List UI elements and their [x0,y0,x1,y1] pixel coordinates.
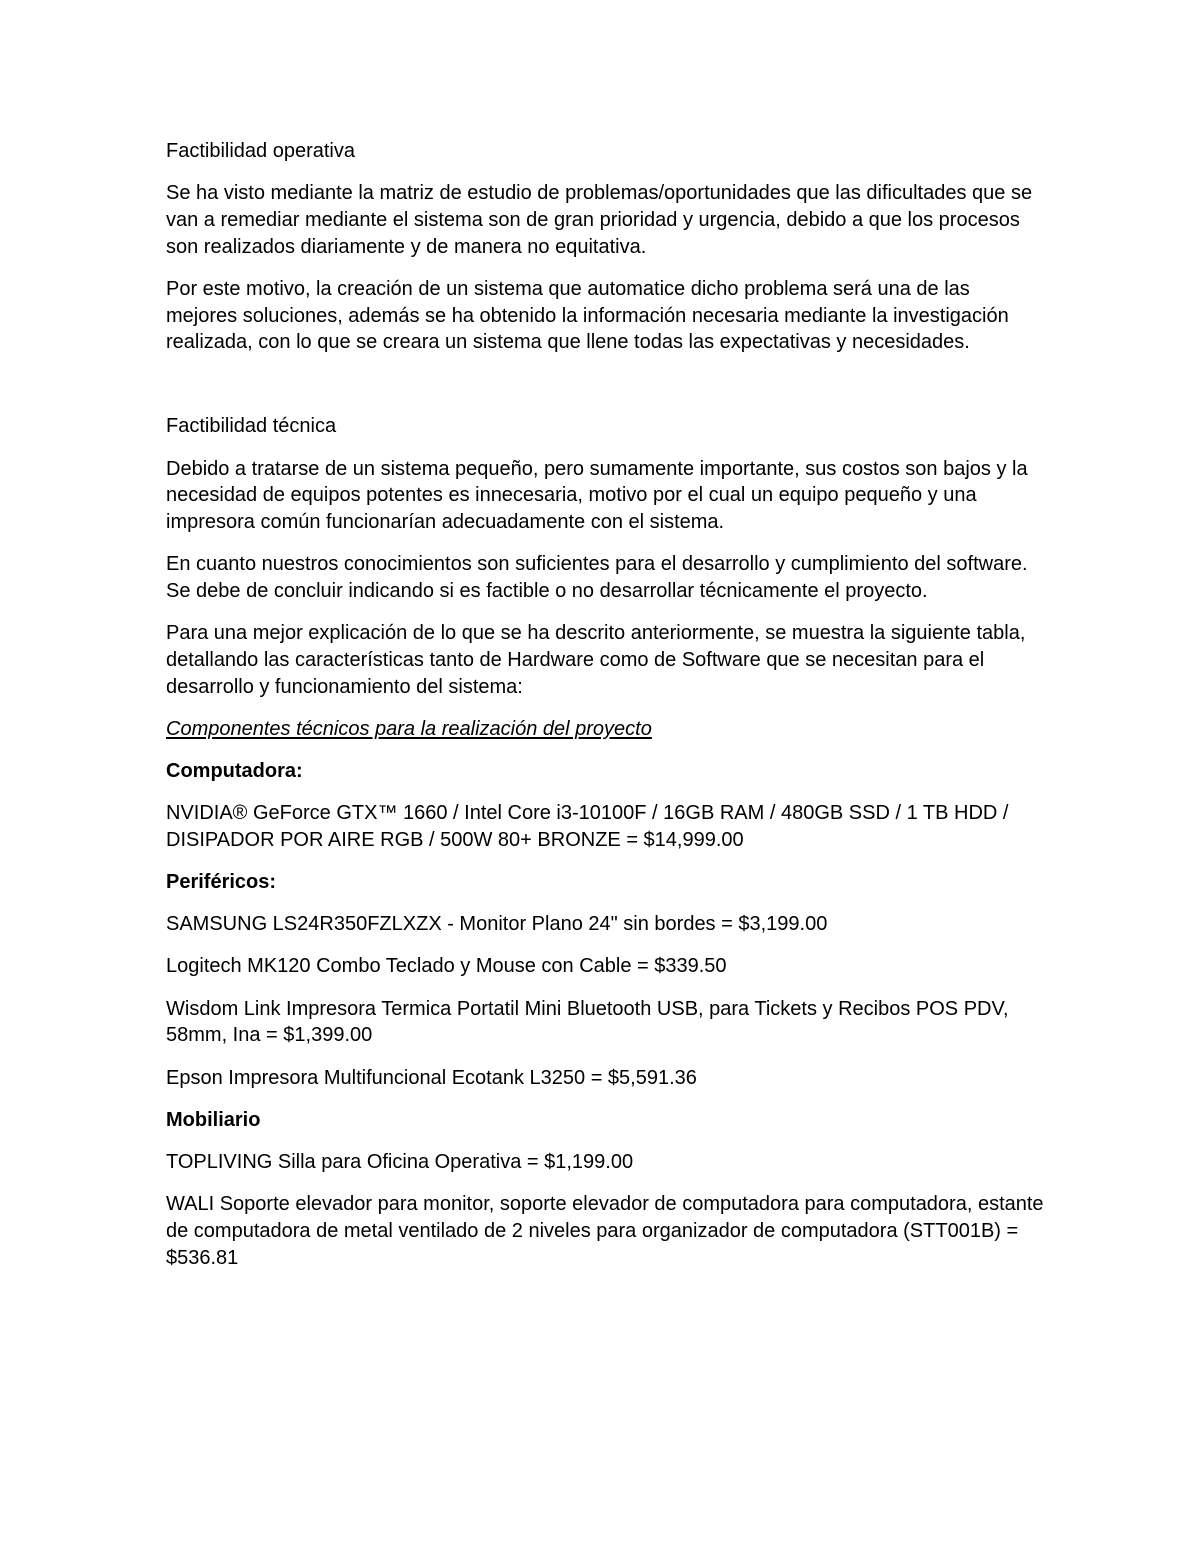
paragraph-tecnica-1: Debido a tratarse de un sistema pequeño, pero sumamente importante, sus costos son bajos y la necesidad de equipos potentes es innecesaria, motivo por el cual un equipo pequeño y una impresora común funcionarían adecuadamente con el sistema. [166,457,1028,534]
paragraph-operativa-1: Se ha visto mediante la matriz de estudio de problemas/oportunidades que las dificultades que se van a remediar mediante el sistema son de gran prioridad y urgencia, debido a que los procesos son realizados diariamente y de manera no equitativa. [166,182,1033,258]
section-spacer [166,371,1046,413]
paragraph-tecnica-2: En cuanto nuestros conocimientos son suficientes para el desarrollo y cumplimiento del software. Se debe de concluir indicando si es factible o no desarrollar técnicamente el proyecto. [166,553,1028,602]
paragraph-tecnica-3: Para una mejor explicación de lo que se ha descrito anteriormente, se muestra la siguiente tabla, detallando las características tanto de Hardware como de Software que se necesitan para el desarrollo y funcionamiento del sistema: [166,622,1026,698]
section-heading-operativa: Factibilidad operativa [166,140,355,162]
components-title [166,716,1046,743]
components-title-text: Componentes técnicos para la realización del proyecto [166,717,652,740]
periferico-item-impresora-termica: Wisdom Link Impresora Termica Portatil Mini Bluetooth USB, para Tickets y Recibos POS PDV, 58mm, Ina = $1,399.00 [166,997,1009,1047]
mobiliario-item-soporte: WALI Soporte elevador para monitor, soporte elevador de computadora para computadora, estante de computadora de metal ventilado de 2 niveles para organizador de computadora (STT001B) = $536.81 [166,1193,1044,1269]
section-heading-tecnica: Factibilidad técnica [166,415,337,438]
perifericos-label: Periféricos: [166,871,277,894]
mobiliario-item-silla: TOPLIVING Silla para Oficina Operativa = $1,199.00 [166,1150,634,1173]
paragraph-operativa-2: Por este motivo, la creación de un sistema que automatice dicho problema será una de las mejores soluciones, además se ha obtenido la información necesaria mediante la investigación realizada, con lo que se creara un sistema que llene todas las expectativas y necesidades. [166,277,1009,354]
mobiliario-label: Mobiliario [166,1108,261,1131]
computadora-item: NVIDIA® GeForce GTX™ 1660 / Intel Core i3-10100F / 16GB RAM / 480GB SSD / 1 TB HDD / DISIPADOR POR AIRE RGB / 500W 80+ BRONZE = $14,999.00 [166,802,1009,851]
document-page [166,138,1046,1287]
computadora-label: Computadora: [166,759,303,782]
periferico-item-teclado: Logitech MK120 Combo Teclado y Mouse con Cable = $339.50 [166,955,727,978]
periferico-item-impresora-epson: Epson Impresora Multifuncional Ecotank L3250 = $5,591.36 [166,1066,697,1089]
periferico-item-monitor: SAMSUNG LS24R350FZLXZX - Monitor Plano 24" sin bordes = $3,199.00 [166,913,828,936]
